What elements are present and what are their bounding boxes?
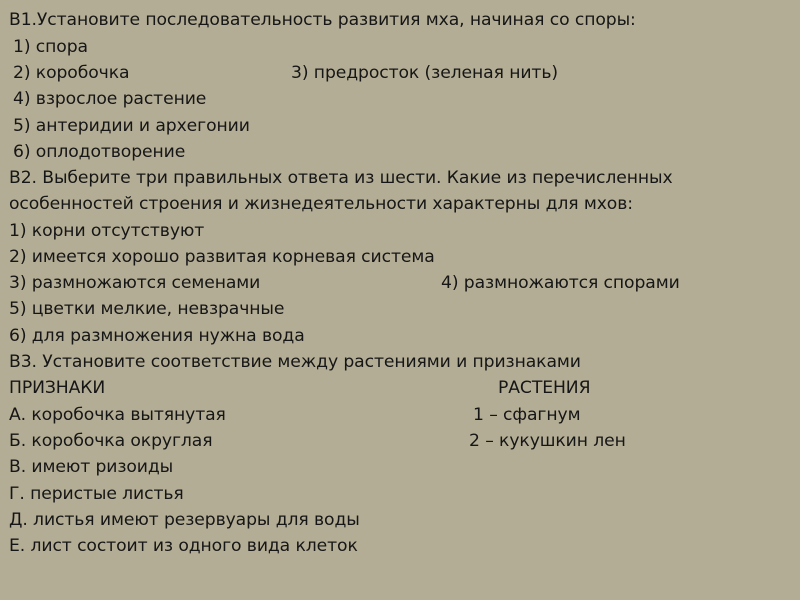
b3-plant-2: 2 – кукушкин лен — [469, 431, 626, 451]
b3-sign-e: Е. лист состоит из одного вида клеток — [9, 536, 358, 556]
b2-question-line-2: особенностей строения и жизнедеятельности характерны для мхов: — [9, 194, 633, 214]
b1-item-6: 6) оплодотворение — [13, 142, 186, 162]
b3-sign-g: Г. перистые листья — [9, 484, 184, 504]
b2-option-1: 1) корни отсутствуют — [9, 221, 205, 241]
b1-item-4: 4) взрослое растение — [13, 89, 207, 109]
b3-sign-d: Д. листья имеют резервуары для воды — [9, 510, 360, 530]
b3-header-signs: ПРИЗНАКИ — [9, 378, 106, 398]
b3-sign-v: В. имеют ризоиды — [9, 457, 174, 477]
b2-option-6: 6) для размножения нужна вода — [9, 326, 305, 346]
b1-item-1: 1) спора — [13, 37, 88, 57]
b2-question-line-1: В2. Выберите три правильных ответа из шести. Какие из перечисленных — [9, 168, 673, 188]
b3-header-plants: РАСТЕНИЯ — [498, 378, 591, 398]
b2-option-5: 5) цветки мелкие, невзрачные — [9, 299, 285, 319]
b1-item-5: 5) антеридии и архегонии — [13, 116, 250, 136]
b1-question: В1.Установите последовательность развития мха, начиная со споры: — [9, 10, 636, 30]
b3-plant-1: 1 – сфагнум — [473, 405, 581, 425]
b2-option-4: 4) размножаются спорами — [441, 273, 680, 293]
b1-item-2: 2) коробочка — [13, 63, 130, 83]
b3-question: В3. Установите соответствие между растениями и признаками — [9, 352, 581, 372]
b3-sign-a: А. коробочка вытянутая — [9, 405, 226, 425]
b2-option-2: 2) имеется хорошо развитая корневая система — [9, 247, 435, 267]
b1-item-3: 3) предросток (зеленая нить) — [291, 63, 558, 83]
b2-option-3: 3) размножаются семенами — [9, 273, 261, 293]
b3-sign-b: Б. коробочка округлая — [9, 431, 213, 451]
